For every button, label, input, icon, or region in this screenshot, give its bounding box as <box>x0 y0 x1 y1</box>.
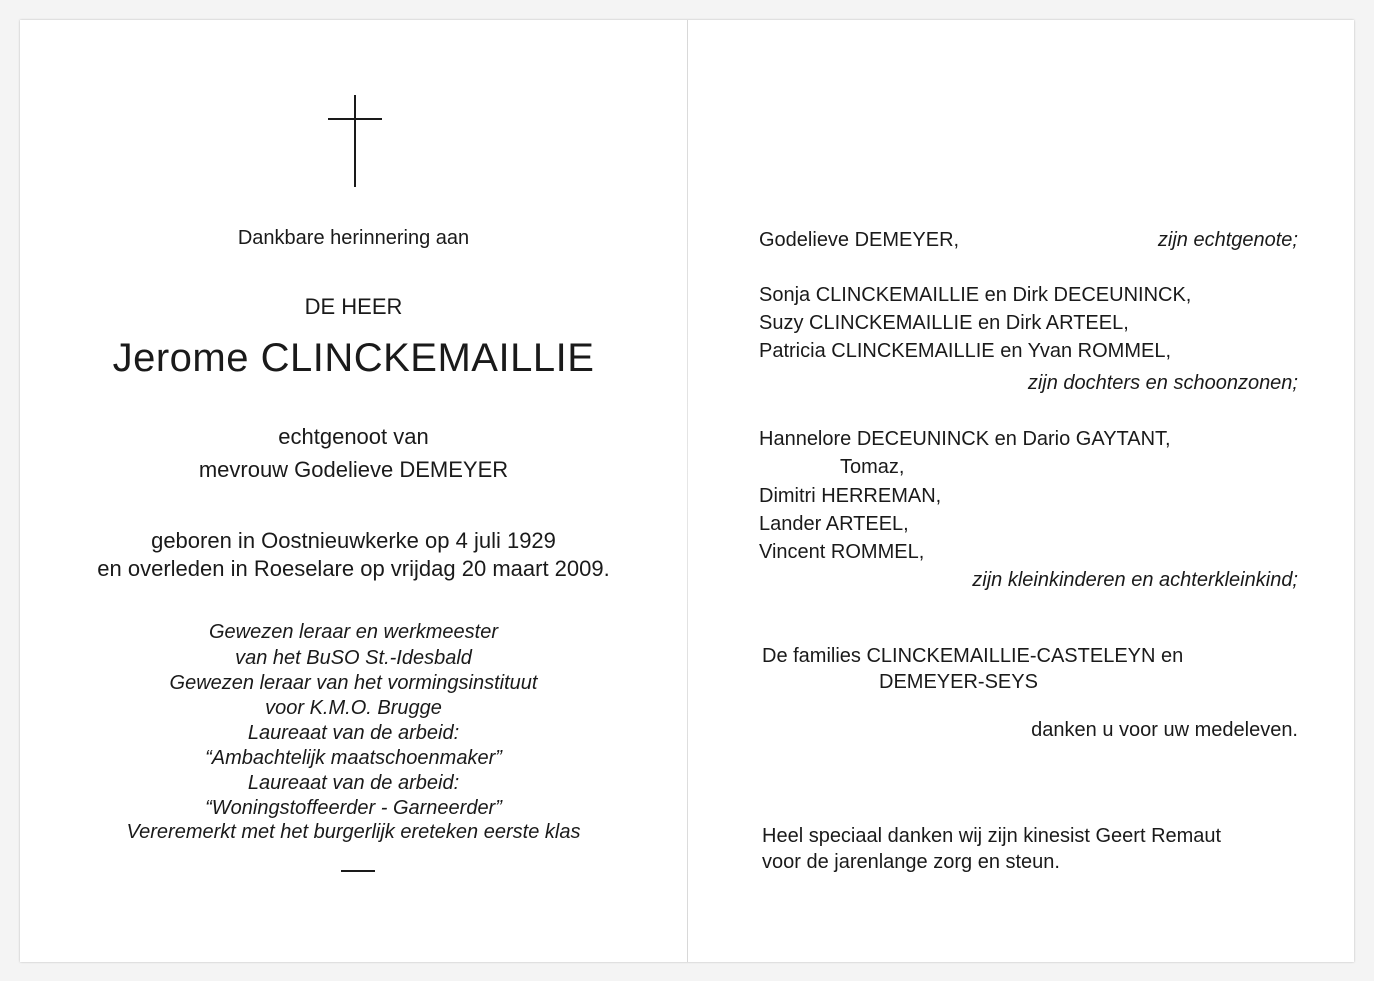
career-line: Gewezen leraar en werkmeester <box>208 621 498 643</box>
thanks-text: danken u voor uw medeleven. <box>1031 719 1298 741</box>
career-line: Laureaat van de arbeid: <box>247 722 460 744</box>
grandchild-line: Hannelore DECEUNINCK en Dario GAYTANT, <box>759 428 1171 450</box>
spouse-line-2: mevrouw Godelieve DEMEYER <box>198 457 509 482</box>
cross-icon <box>328 95 382 187</box>
special-thanks-line-1: Heel speciaal danken wij zijn kinesist Geert Remaut <box>762 825 1222 847</box>
spouse-line-1: echtgenoot van <box>278 424 429 449</box>
career-line: Laureaat van de arbeid: <box>247 772 460 794</box>
left-panel <box>20 20 687 962</box>
daughter-line: Sonja CLINCKEMAILLIE en Dirk DECEUNINCK, <box>759 284 1192 306</box>
families-line-1: De families CLINCKEMAILLIE-CASTELEYN en <box>762 645 1184 667</box>
wife-name: Godelieve DEMEYER, <box>759 229 960 251</box>
career-line: “Woningstoffeerder - Garneerder” <box>205 797 502 819</box>
memorial-card <box>20 20 1354 962</box>
honorific: DE HEER <box>304 294 403 319</box>
career-line: “Ambachtelijk maatschoenmaker” <box>205 747 502 769</box>
career-line: van het BuSO St.-Idesbald <box>235 647 472 669</box>
intro-text: Dankbare herinnering aan <box>237 227 470 249</box>
grandchild-line: Lander ARTEEL, <box>759 513 909 535</box>
career-line: Vereremerkt met het burgerlijk ereteken eerste klas <box>126 821 581 843</box>
grandchild-line: Dimitri HERREMAN, <box>759 485 942 507</box>
grandchild-line: Tomaz, <box>840 456 905 478</box>
career-line: voor K.M.O. Brugge <box>265 697 442 719</box>
families-line-2: DEMEYER-SEYS <box>879 671 1038 693</box>
right-panel <box>688 20 1354 962</box>
daughter-line: Patricia CLINCKEMAILLIE en Yvan ROMMEL, <box>759 340 1172 362</box>
closing-dash <box>341 870 375 872</box>
grandchild-line: Vincent ROMMEL, <box>759 541 925 563</box>
birth-text: geboren in Oostnieuwkerke op 4 juli 1929 <box>151 528 556 553</box>
daughters-role: zijn dochters en schoonzonen; <box>1027 372 1298 394</box>
deceased-name: Jerome CLINCKEMAILLIE <box>112 336 595 380</box>
wife-role: zijn echtgenote; <box>1157 229 1298 251</box>
daughter-line: Suzy CLINCKEMAILLIE en Dirk ARTEEL, <box>759 312 1129 334</box>
death-text: en overleden in Roeselare op vrijdag 20 maart 2009. <box>97 556 610 581</box>
grandchildren-role: zijn kleinkinderen en achterkleinkind; <box>972 569 1298 591</box>
special-thanks-line-2: voor de jarenlange zorg en steun. <box>762 851 1060 873</box>
career-line: Gewezen leraar van het vormingsinstituut <box>169 672 538 694</box>
